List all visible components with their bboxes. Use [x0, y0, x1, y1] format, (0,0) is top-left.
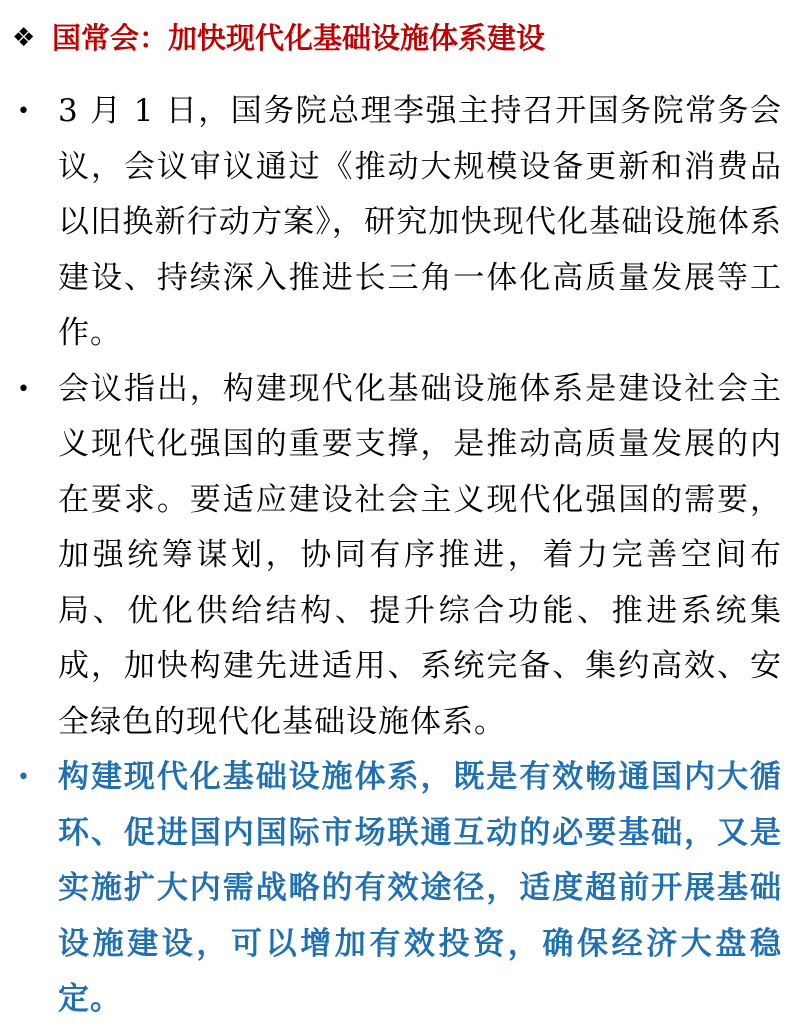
bullet-list [0, 84, 789, 1028]
bullet-text: 会议指出，构建现代化基础设施体系是建设社会主义现代化强国的重要支撑，是推动高质量发展的内在要求。要适应建设社会主义现代化强国的需要，加强统筹谋划，协同有序推进，着力完善空间布局、优化供给结构、提升综合功能、推进系统集成，加快构建先进适用、系统完备、集约高效、安全绿色的现代化基础设施体系。 [58, 370, 782, 740]
bullet-dot-icon: • [17, 765, 30, 790]
bullet-dot-icon: • [17, 99, 30, 124]
bullet-item-points [0, 362, 789, 751]
bullet-item-meeting [0, 84, 789, 362]
bullet-text: 3 月 1 日，国务院总理李强主持召开国务院常务会议，会议审议通过《推动大规模设备更新和消费品以旧换新行动方案》，研究加快现代化基础设施体系建设、持续深入推进长三角一体化高质量发展等工作。 [58, 93, 782, 351]
bullet-item-highlight [0, 750, 789, 1028]
bullet-text: 构建现代化基础设施体系，既是有效畅通国内大循环、促进国内国际市场联通互动的必要基础，又是实施扩大内需战略的有效途径，适度超前开展基础设施建设，可以增加有效投资，确保经济大盘稳定。 [58, 759, 782, 1017]
heading-title: 国常会：加快现代化基础设施体系建设 [52, 21, 546, 55]
bullet-dot-icon: • [17, 376, 30, 402]
diamond-bullet-icon: ❖ [12, 23, 36, 53]
section-heading [12, 18, 782, 58]
